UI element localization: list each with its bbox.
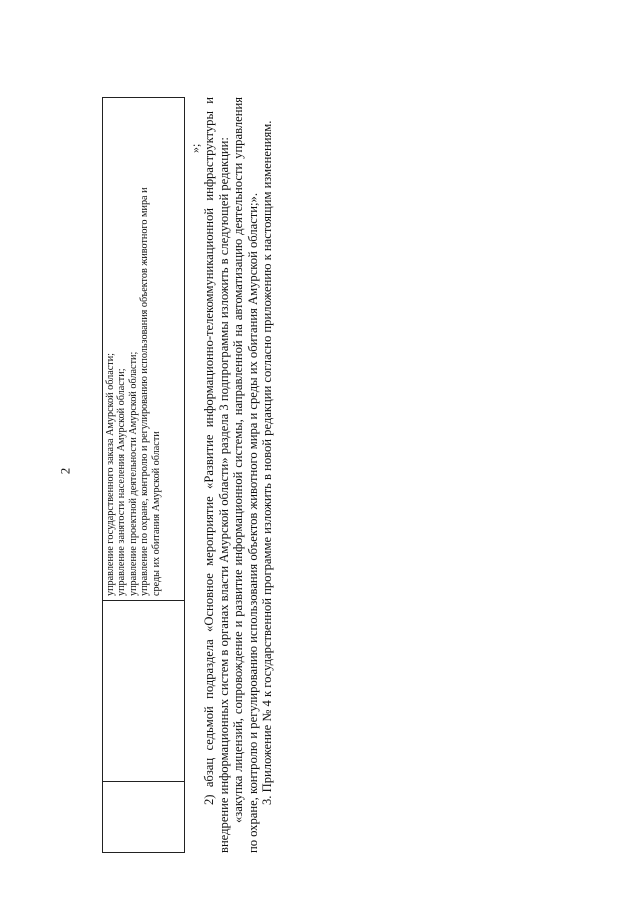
cell-line: управление по охране, контролю и регулированию использования объектов животного мира и xyxy=(139,187,151,596)
rotated-content xyxy=(102,97,328,853)
table-cell-empty-1 xyxy=(103,782,185,853)
table-row xyxy=(103,98,185,853)
page-number: 2 xyxy=(57,467,73,475)
cell-line: управление проектной деятельности Амурской области; xyxy=(127,351,139,596)
table-cell-empty-2 xyxy=(103,601,185,782)
quote-end: »; xyxy=(188,143,202,153)
cell-line: управление государственного заказа Амурской области; xyxy=(105,352,116,596)
paragraph-quote: «закупка лицензий, сопровождение и развитие информационной системы, направленной на автоматизацию деятельности управления по охране, контролю и регулированию использования объектов животного мира и среды их обитания Амурской области;». xyxy=(231,97,260,853)
responsible-table xyxy=(102,97,185,853)
paragraph-appendix: 3. Приложение № 4 к государственной программе изложить в новой редакции согласно приложению к настоящим изменениям. xyxy=(260,120,275,805)
paragraph-subsection: 2) абзац седьмой подраздела «Основное мероприятие «Развитие информационно-телекоммуникационной инфраструктуры и внедрение информационных систем в органах власти Амурской области» раздела 3 подпрограммы изложить в следующей редакции: xyxy=(202,97,231,853)
body-text xyxy=(202,97,275,853)
cell-line: управление занятости населения Амурской области; xyxy=(116,368,128,596)
table-cell-departments xyxy=(103,98,185,601)
cell-line: среды их обитания Амурской области xyxy=(150,431,162,596)
